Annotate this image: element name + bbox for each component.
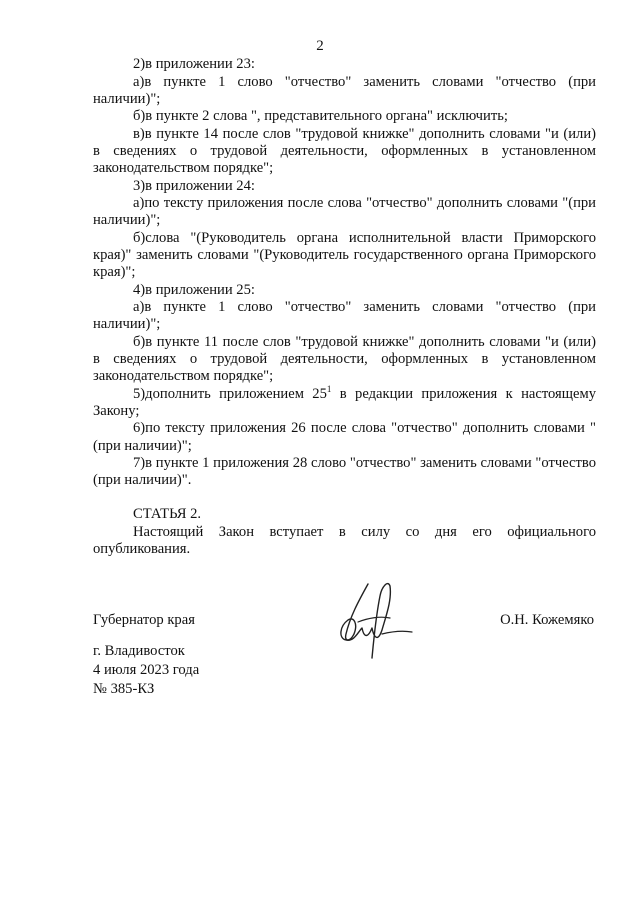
page-number: 2 <box>316 38 324 54</box>
signer-title: Губернатор края <box>93 612 195 628</box>
paragraph: б)в пункте 2 слова ", представительного органа" исключить; <box>133 108 508 125</box>
article-heading: СТАТЬЯ 2. <box>133 506 202 523</box>
article-text: Настоящий Закон вступает в силу со дня его официального опубликования. <box>93 523 596 558</box>
document-footer <box>93 642 199 699</box>
date: 4 июля 2023 года <box>93 662 200 678</box>
paragraph: б)в пункте 11 после слов "трудовой книжке" дополнить словами "и (или) в сведениях о трудовой деятельности, оформленных в установленном законодательством порядке"; <box>93 334 596 385</box>
paragraph: а)в пункте 1 слово "отчество" заменить словами "отчество (при наличии)"; <box>93 299 596 333</box>
item5-after: в редакции приложения к настоящему Закону; <box>93 385 596 419</box>
paragraph: 3)в приложении 24: <box>133 177 255 194</box>
city: г. Владивосток <box>93 643 185 659</box>
paragraph: 7)в пункте 1 приложения 28 слово "отчество" заменить словами "отчество (при наличии)". <box>93 455 596 489</box>
paragraph: б)слова "(Руководитель органа исполнительной власти Приморского края)" заменить словами "(Руководитель государственного органа Приморского края)"; <box>93 229 596 281</box>
item5-before: 5)дополнить приложением 25 <box>133 385 327 402</box>
paragraph: а)по тексту приложения после слова "отчество" дополнить словами "(при наличии)"; <box>93 195 596 229</box>
signer-name: О.Н. Кожемяко <box>500 612 594 628</box>
paragraph: 2)в приложении 23: <box>133 56 255 72</box>
paragraph: 6)по тексту приложения 26 после слова "отчество" дополнить словами "(при наличии)"; <box>93 420 596 454</box>
paragraph: а)в пункте 1 слово "отчество" заменить словами "отчество (при наличии)"; <box>93 73 596 107</box>
paragraph: 4)в приложении 25: <box>133 281 255 298</box>
law-number: № 385-КЗ <box>93 681 155 697</box>
handwritten-signature <box>328 572 418 662</box>
document-body <box>93 56 596 559</box>
superscript: 1 <box>326 383 332 394</box>
paragraph: в)в пункте 14 после слов "трудовой книжке" дополнить словами "и (или) в сведениях о трудовой деятельности, оформленных в установленном законодательством порядке"; <box>93 125 596 177</box>
paragraph-item-5 <box>93 383 596 420</box>
